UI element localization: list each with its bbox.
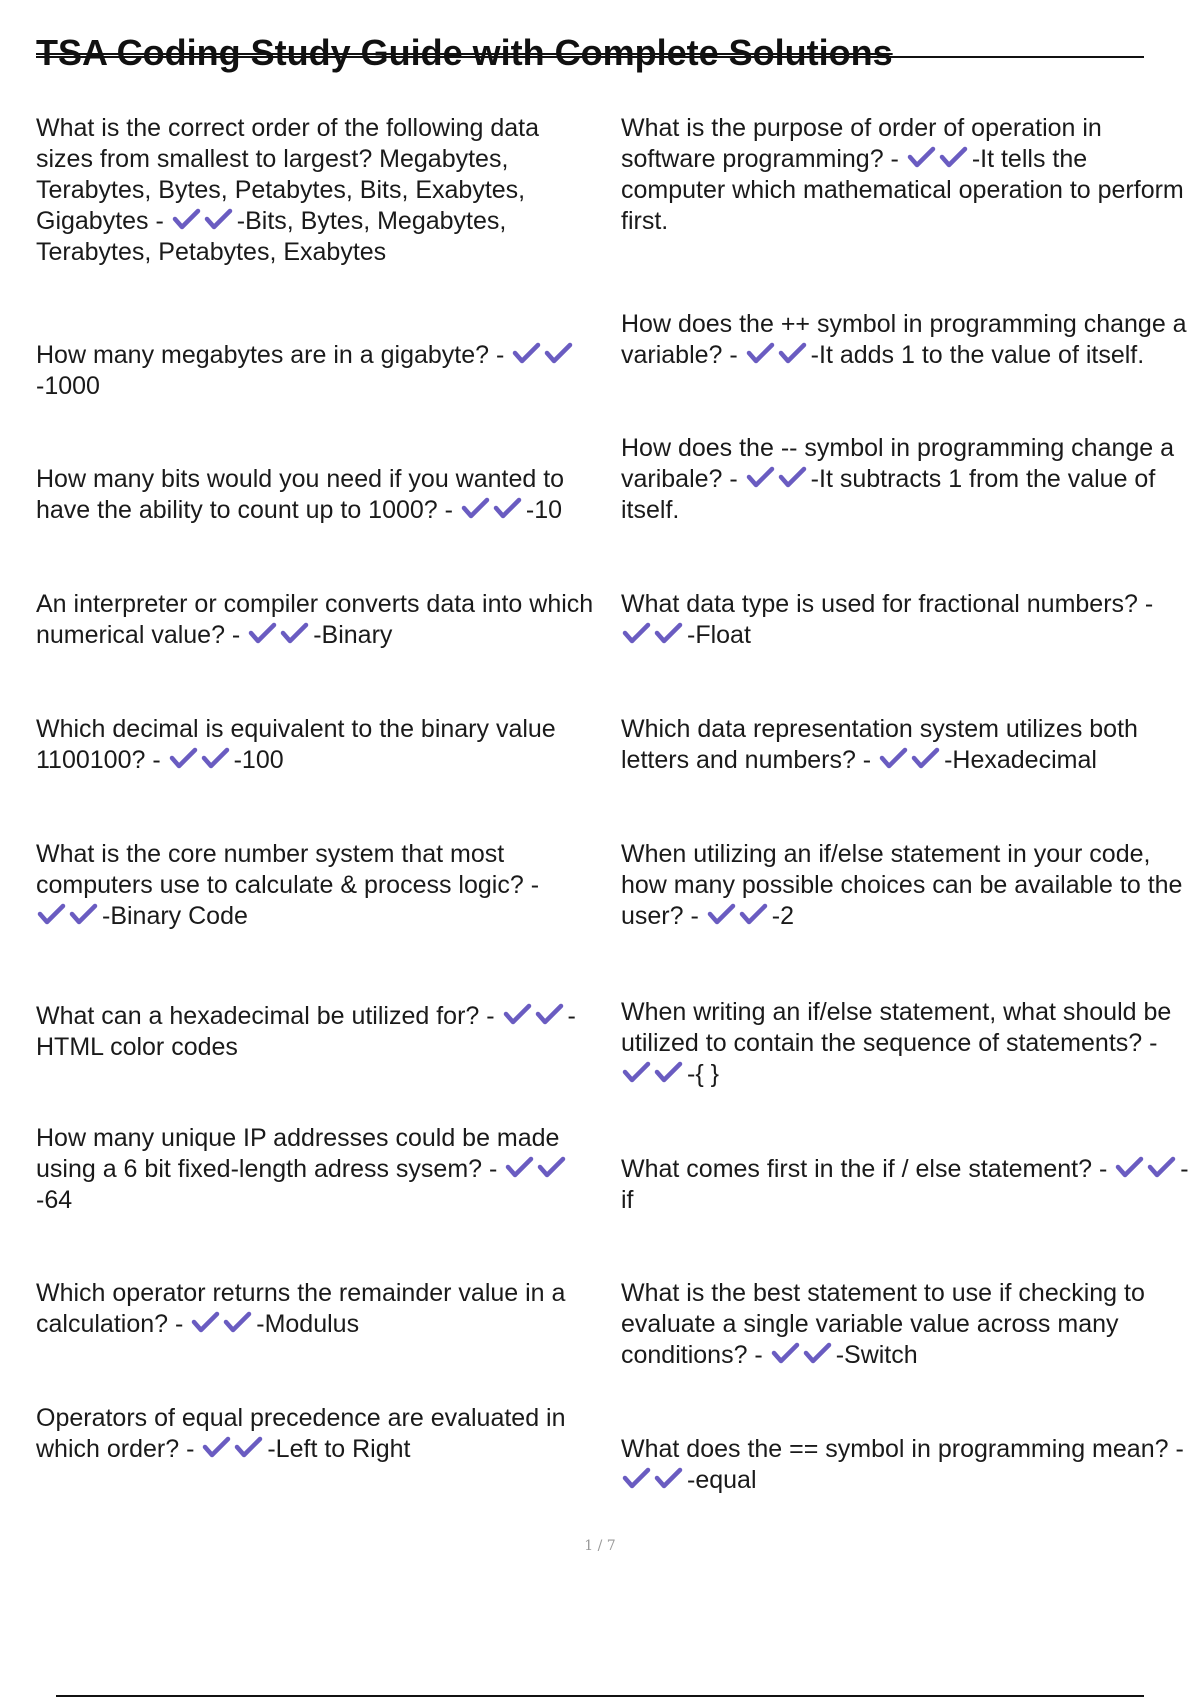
qa-item	[36, 464, 598, 526]
question-text: Which data representation system utilizes both letters and numbers? -	[621, 715, 1138, 774]
qa-item	[621, 714, 1196, 776]
question-text: What is the best statement to use if checking to evaluate a single variable value across many conditions? -	[621, 1279, 1145, 1369]
question-text: What is the core number system that most computers use to calculate & process logic? -	[36, 840, 540, 899]
double-checkmark-icon	[745, 465, 811, 491]
qa-item	[621, 309, 1196, 371]
title-divider	[36, 56, 1144, 58]
qa-item	[621, 997, 1196, 1090]
double-checkmark-icon	[201, 1435, 267, 1461]
answer-text: -Switch	[835, 1341, 918, 1369]
double-checkmark-icon	[168, 746, 234, 772]
qa-item	[36, 714, 598, 776]
double-checkmark-icon	[770, 1341, 836, 1367]
answer-text: -64	[36, 1186, 73, 1214]
double-checkmark-icon	[906, 145, 972, 171]
qa-item	[36, 340, 598, 402]
answer-text: -Binary	[313, 621, 393, 649]
answer-text: -Left to Right	[267, 1435, 411, 1463]
answer-text: -It subtracts 1 from the value of itself.	[621, 465, 1156, 524]
double-checkmark-icon	[502, 1002, 568, 1028]
qa-item	[621, 113, 1196, 237]
qa-item	[621, 1278, 1196, 1371]
double-checkmark-icon	[247, 621, 313, 647]
double-checkmark-icon	[171, 207, 237, 233]
answer-text: -equal	[687, 1466, 757, 1494]
answer-text: -Bits, Bytes, Megabytes, Terabytes, Petabytes, Exabytes	[36, 207, 507, 266]
question-text: What is the correct order of the following data sizes from smallest to largest? Megabytes, Terabytes, Bytes, Petabytes, Bits, Exabytes, Gigabytes -	[36, 114, 540, 235]
answer-text: -Binary Code	[102, 902, 248, 930]
footer-divider	[56, 1695, 1144, 1697]
qa-item	[36, 1278, 598, 1340]
qa-item	[36, 1001, 598, 1063]
answer-text: -10	[525, 496, 563, 524]
double-checkmark-icon	[706, 902, 772, 928]
answer-text: -Hexadecimal	[944, 746, 1097, 774]
question-text: An interpreter or compiler converts data into which numerical value? -	[36, 590, 594, 649]
double-checkmark-icon	[460, 496, 526, 522]
double-checkmark-icon	[1114, 1155, 1180, 1181]
answer-text: -{ }	[687, 1060, 719, 1088]
question-text: Which decimal is equivalent to the binary value 1100100? -	[36, 715, 556, 774]
question-text: How many unique IP addresses could be made using a 6 bit fixed-length adress sysem? -	[36, 1124, 560, 1183]
answer-text: -Modulus	[256, 1310, 360, 1338]
answer-text: -Float	[687, 621, 751, 649]
qa-item	[621, 1154, 1196, 1216]
qa-item	[621, 433, 1196, 526]
qa-item	[621, 589, 1196, 651]
page-title: TSA Coding Study Guide with Complete Solutions	[36, 32, 893, 73]
double-checkmark-icon	[878, 746, 944, 772]
question-text: How many bits would you need if you wanted to have the ability to count up to 1000? -	[36, 465, 565, 524]
double-checkmark-icon	[190, 1310, 256, 1336]
question-text: What data type is used for fractional numbers? -	[621, 590, 1154, 618]
double-checkmark-icon	[621, 1466, 687, 1492]
question-text: How does the -- symbol in programming change a varibale? -	[621, 434, 1175, 493]
qa-item	[36, 113, 598, 268]
question-text: How many megabytes are in a gigabyte? -	[36, 341, 512, 369]
question-text: When writing an if/else statement, what should be utilized to contain the sequence of statements? -	[621, 998, 1172, 1057]
question-text: What is the purpose of order of operation in software programming? -	[621, 114, 1102, 173]
question-text: Which operator returns the remainder value in a calculation? -	[36, 1279, 566, 1338]
answer-text: -It tells the computer which mathematical operation to perform first.	[621, 145, 1184, 235]
double-checkmark-icon	[745, 341, 811, 367]
answer-text: -1000	[36, 372, 100, 400]
qa-item	[36, 839, 598, 932]
question-text: What can a hexadecimal be utilized for? -	[36, 1002, 502, 1030]
qa-item	[621, 1434, 1196, 1496]
question-text: When utilizing an if/else statement in your code, how many possible choices can be available to the user? -	[621, 840, 1183, 930]
double-checkmark-icon	[621, 1060, 687, 1086]
answer-text: -It adds 1 to the value of itself.	[810, 341, 1145, 369]
double-checkmark-icon	[621, 621, 687, 647]
question-text: Operators of equal precedence are evaluated in which order? -	[36, 1404, 566, 1463]
question-text: What does the == symbol in programming mean? -	[621, 1435, 1184, 1463]
answer-text: -100	[233, 746, 284, 774]
qa-item	[36, 589, 598, 651]
question-text: How does the ++ symbol in programming change a variable? -	[621, 310, 1187, 369]
qa-item	[36, 1123, 598, 1216]
double-checkmark-icon	[511, 341, 577, 367]
double-checkmark-icon	[504, 1155, 570, 1181]
question-text: What comes first in the if / else statement? -	[621, 1155, 1115, 1183]
page-number: 1 / 7	[584, 1538, 616, 1554]
qa-item	[621, 839, 1196, 932]
answer-text: -HTML color codes	[36, 1002, 576, 1061]
double-checkmark-icon	[36, 902, 102, 928]
answer-text: -2	[771, 902, 794, 930]
answer-text: -if	[621, 1155, 1189, 1214]
qa-item	[36, 1403, 598, 1465]
